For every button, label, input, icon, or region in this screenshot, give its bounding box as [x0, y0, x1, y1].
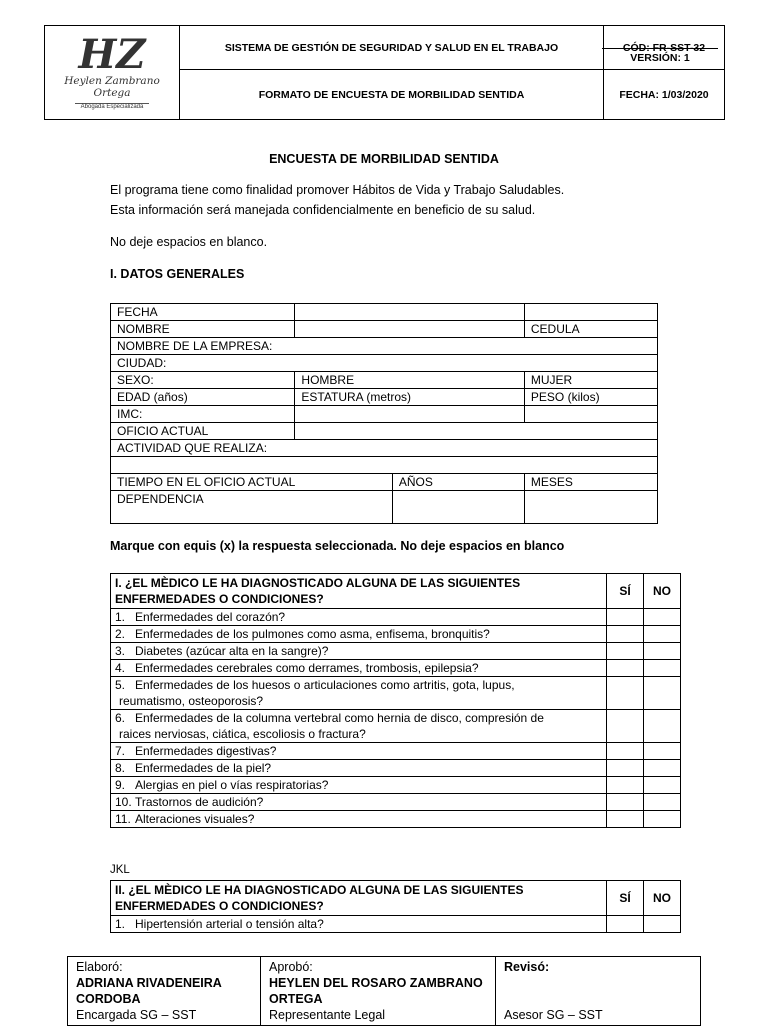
label-ciudad[interactable]: CIUDAD:	[111, 355, 658, 372]
si-checkbox[interactable]	[607, 660, 644, 677]
section-2-heading-line-2: ENFERMEDADES O CONDICIONES?	[115, 899, 324, 913]
field-meses[interactable]	[524, 491, 657, 524]
section-2-si-header: SÍ	[607, 881, 644, 916]
item-text: Enfermedades del corazón?	[135, 610, 286, 624]
table-row	[111, 916, 681, 933]
si-checkbox[interactable]	[607, 811, 644, 828]
aprobo-name-cont: ORTEGA	[269, 992, 323, 1006]
field-fecha-extra[interactable]	[524, 304, 657, 321]
logo-subtitle: Abogada Especializada	[75, 103, 150, 110]
label-empresa[interactable]: NOMBRE DE LA EMPRESA:	[111, 338, 658, 355]
aprobo-label: Aprobó:	[269, 960, 313, 974]
section-2-heading	[111, 881, 607, 916]
elaboro-role: Encargada SG – SST	[76, 1008, 197, 1022]
label-meses[interactable]: MESES	[524, 474, 657, 491]
item-number: 1.	[115, 610, 126, 624]
no-checkbox[interactable]	[644, 677, 681, 710]
field-oficio[interactable]	[295, 423, 658, 440]
table-row	[111, 609, 681, 626]
survey-title: ENCUESTA DE MORBILIDAD SENTIDA	[269, 152, 499, 166]
section-1-heading	[111, 574, 607, 609]
table-row	[111, 811, 681, 828]
field-anos[interactable]	[392, 491, 524, 524]
item-text-cont: reumatismo, osteoporosis?	[119, 694, 264, 708]
label-anos[interactable]: AÑOS	[392, 474, 524, 491]
item-text: Diabetes (azúcar alta en la sangre)?	[135, 644, 329, 658]
item-text: Alteraciones visuales?	[135, 812, 255, 826]
no-checkbox[interactable]	[644, 760, 681, 777]
document-code: CÓD: FR-SST-32	[604, 26, 725, 70]
si-checkbox[interactable]	[607, 609, 644, 626]
item-text: Enfermedades digestivas?	[135, 744, 277, 758]
section-2-no-header: NO	[644, 881, 681, 916]
section-1-heading-line-1: I. ¿EL MÈDICO LE HA DIAGNOSTICADO ALGUNA DE LAS SIGUIENTES	[115, 576, 521, 590]
section-1-table	[110, 573, 681, 828]
no-checkbox[interactable]	[644, 743, 681, 760]
no-checkbox[interactable]	[644, 643, 681, 660]
logo-name: Heylen Zambrano Ortega	[64, 74, 160, 99]
elaboro-label: Elaboró:	[76, 960, 123, 974]
no-checkbox[interactable]	[644, 916, 681, 933]
item-text: Hipertensión arterial o tensión alta?	[135, 917, 324, 931]
si-checkbox[interactable]	[607, 710, 644, 743]
item-text: Enfermedades de la piel?	[135, 761, 272, 775]
label-fecha: FECHA	[111, 304, 295, 321]
si-checkbox[interactable]	[607, 626, 644, 643]
no-checkbox[interactable]	[644, 660, 681, 677]
si-checkbox[interactable]	[607, 916, 644, 933]
si-checkbox[interactable]	[607, 643, 644, 660]
table-row	[111, 626, 681, 643]
label-oficio: OFICIO ACTUAL	[111, 423, 295, 440]
document-version: VERSIÓN: 1	[602, 48, 718, 64]
field-nombre[interactable]	[295, 321, 524, 338]
item-number: 9.	[115, 778, 126, 792]
label-imc[interactable]: IMC:	[111, 406, 295, 423]
table-row	[111, 743, 681, 760]
label-sexo: SEXO:	[111, 372, 295, 389]
item-text: Alergias en piel o vías respiratorias?	[135, 778, 329, 792]
document-header	[44, 25, 725, 120]
intro-line-1: El programa tiene como finalidad promover Hábitos de Vida y Trabajo Saludables.	[110, 183, 565, 197]
section-heading-general: I. DATOS GENERALES	[110, 267, 245, 281]
label-dependencia[interactable]: DEPENDENCIA	[111, 491, 393, 524]
elaboro-name: ADRIANA RIVADENEIRA	[76, 976, 222, 990]
option-hombre[interactable]: HOMBRE	[295, 372, 524, 389]
item-number: 6.	[115, 711, 126, 725]
item-text: Trastornos de audición?	[135, 795, 264, 809]
item-number: 10.	[115, 795, 132, 809]
item-number: 3.	[115, 644, 126, 658]
signature-aprobo	[261, 957, 496, 1026]
no-blank-note: No deje espacios en blanco.	[110, 235, 268, 249]
no-checkbox[interactable]	[644, 777, 681, 794]
field-imc-extra[interactable]	[524, 406, 657, 423]
si-checkbox[interactable]	[607, 743, 644, 760]
item-number: 2.	[115, 627, 126, 641]
reviso-label: Revisó:	[504, 960, 550, 974]
item-text-cont: raices nerviosas, ciática, escoliosis o fractura?	[119, 727, 366, 741]
field-imc[interactable]	[295, 406, 524, 423]
company-logo	[45, 26, 180, 120]
item-number: 5.	[115, 678, 126, 692]
signature-elaboro	[68, 957, 261, 1026]
table-row	[111, 660, 681, 677]
instruction-text: Marque con equis (x) la respuesta seleccionada. No deje espacios en blanco	[110, 539, 565, 553]
table-row	[111, 794, 681, 811]
logo-monogram: HZ	[78, 30, 146, 78]
table-row	[111, 777, 681, 794]
si-checkbox[interactable]	[607, 794, 644, 811]
signature-reviso	[496, 957, 701, 1026]
label-estatura[interactable]: ESTATURA (metros)	[295, 389, 524, 406]
format-title: FORMATO DE ENCUESTA DE MORBILIDAD SENTIDA	[180, 70, 604, 120]
reviso-role: Asesor SG – SST	[504, 1008, 603, 1022]
section-2-table	[110, 880, 681, 933]
label-tiempo: TIEMPO EN EL OFICIO ACTUAL	[111, 474, 393, 491]
item-number: 4.	[115, 661, 126, 675]
aprobo-role: Representante Legal	[269, 1008, 386, 1022]
table-row	[111, 677, 681, 710]
document-date: FECHA: 1/03/2020	[604, 70, 725, 120]
label-edad[interactable]: EDAD (años)	[111, 389, 295, 406]
jkl-text: JKL	[110, 864, 130, 876]
item-number: 7.	[115, 744, 126, 758]
item-number: 11.	[115, 812, 131, 826]
table-row	[111, 643, 681, 660]
no-checkbox[interactable]	[644, 710, 681, 743]
section-1-no-header: NO	[644, 574, 681, 609]
elaboro-name-cont: CORDOBA	[76, 992, 141, 1006]
no-checkbox[interactable]	[644, 794, 681, 811]
item-number: 1.	[115, 917, 126, 931]
si-checkbox[interactable]	[607, 677, 644, 710]
field-actividad[interactable]	[111, 457, 658, 474]
table-row	[111, 760, 681, 777]
no-checkbox[interactable]	[644, 811, 681, 828]
intro-line-2: Esta información será manejada confidencialmente en beneficio de su salud.	[110, 203, 536, 217]
si-checkbox[interactable]	[607, 760, 644, 777]
system-title: SISTEMA DE GESTIÓN DE SEGURIDAD Y SALUD EN EL TRABAJO	[180, 26, 604, 70]
section-2-heading-line-1: II. ¿EL MÈDICO LE HA DIAGNOSTICADO ALGUNA DE LAS SIGUIENTES	[115, 883, 524, 897]
label-actividad[interactable]: ACTIVIDAD QUE REALIZA:	[111, 440, 658, 457]
option-mujer[interactable]: MUJER	[524, 372, 657, 389]
no-checkbox[interactable]	[644, 626, 681, 643]
item-number: 8.	[115, 761, 126, 775]
si-checkbox[interactable]	[607, 777, 644, 794]
label-cedula[interactable]: CEDULA	[524, 321, 657, 338]
section-1-heading-line-2: ENFERMEDADES O CONDICIONES?	[115, 592, 324, 606]
item-text: Enfermedades de la columna vertebral como hernia de disco, compresión de	[135, 711, 544, 725]
label-nombre: NOMBRE	[111, 321, 295, 338]
item-text: Enfermedades de los huesos o articulaciones como artritis, gota, lupus,	[135, 678, 515, 692]
item-text: Enfermedades de los pulmones como asma, enfisema, bronquitis?	[135, 627, 490, 641]
table-row	[111, 710, 681, 743]
no-checkbox[interactable]	[644, 609, 681, 626]
label-peso[interactable]: PESO (kilos)	[524, 389, 657, 406]
general-data-table	[110, 303, 658, 524]
aprobo-name: HEYLEN DEL ROSARO ZAMBRANO	[269, 976, 483, 990]
field-fecha[interactable]	[295, 304, 524, 321]
section-1-si-header: SÍ	[607, 574, 644, 609]
item-text: Enfermedades cerebrales como derrames, trombosis, epilepsia?	[135, 661, 479, 675]
signature-table	[67, 956, 701, 1026]
